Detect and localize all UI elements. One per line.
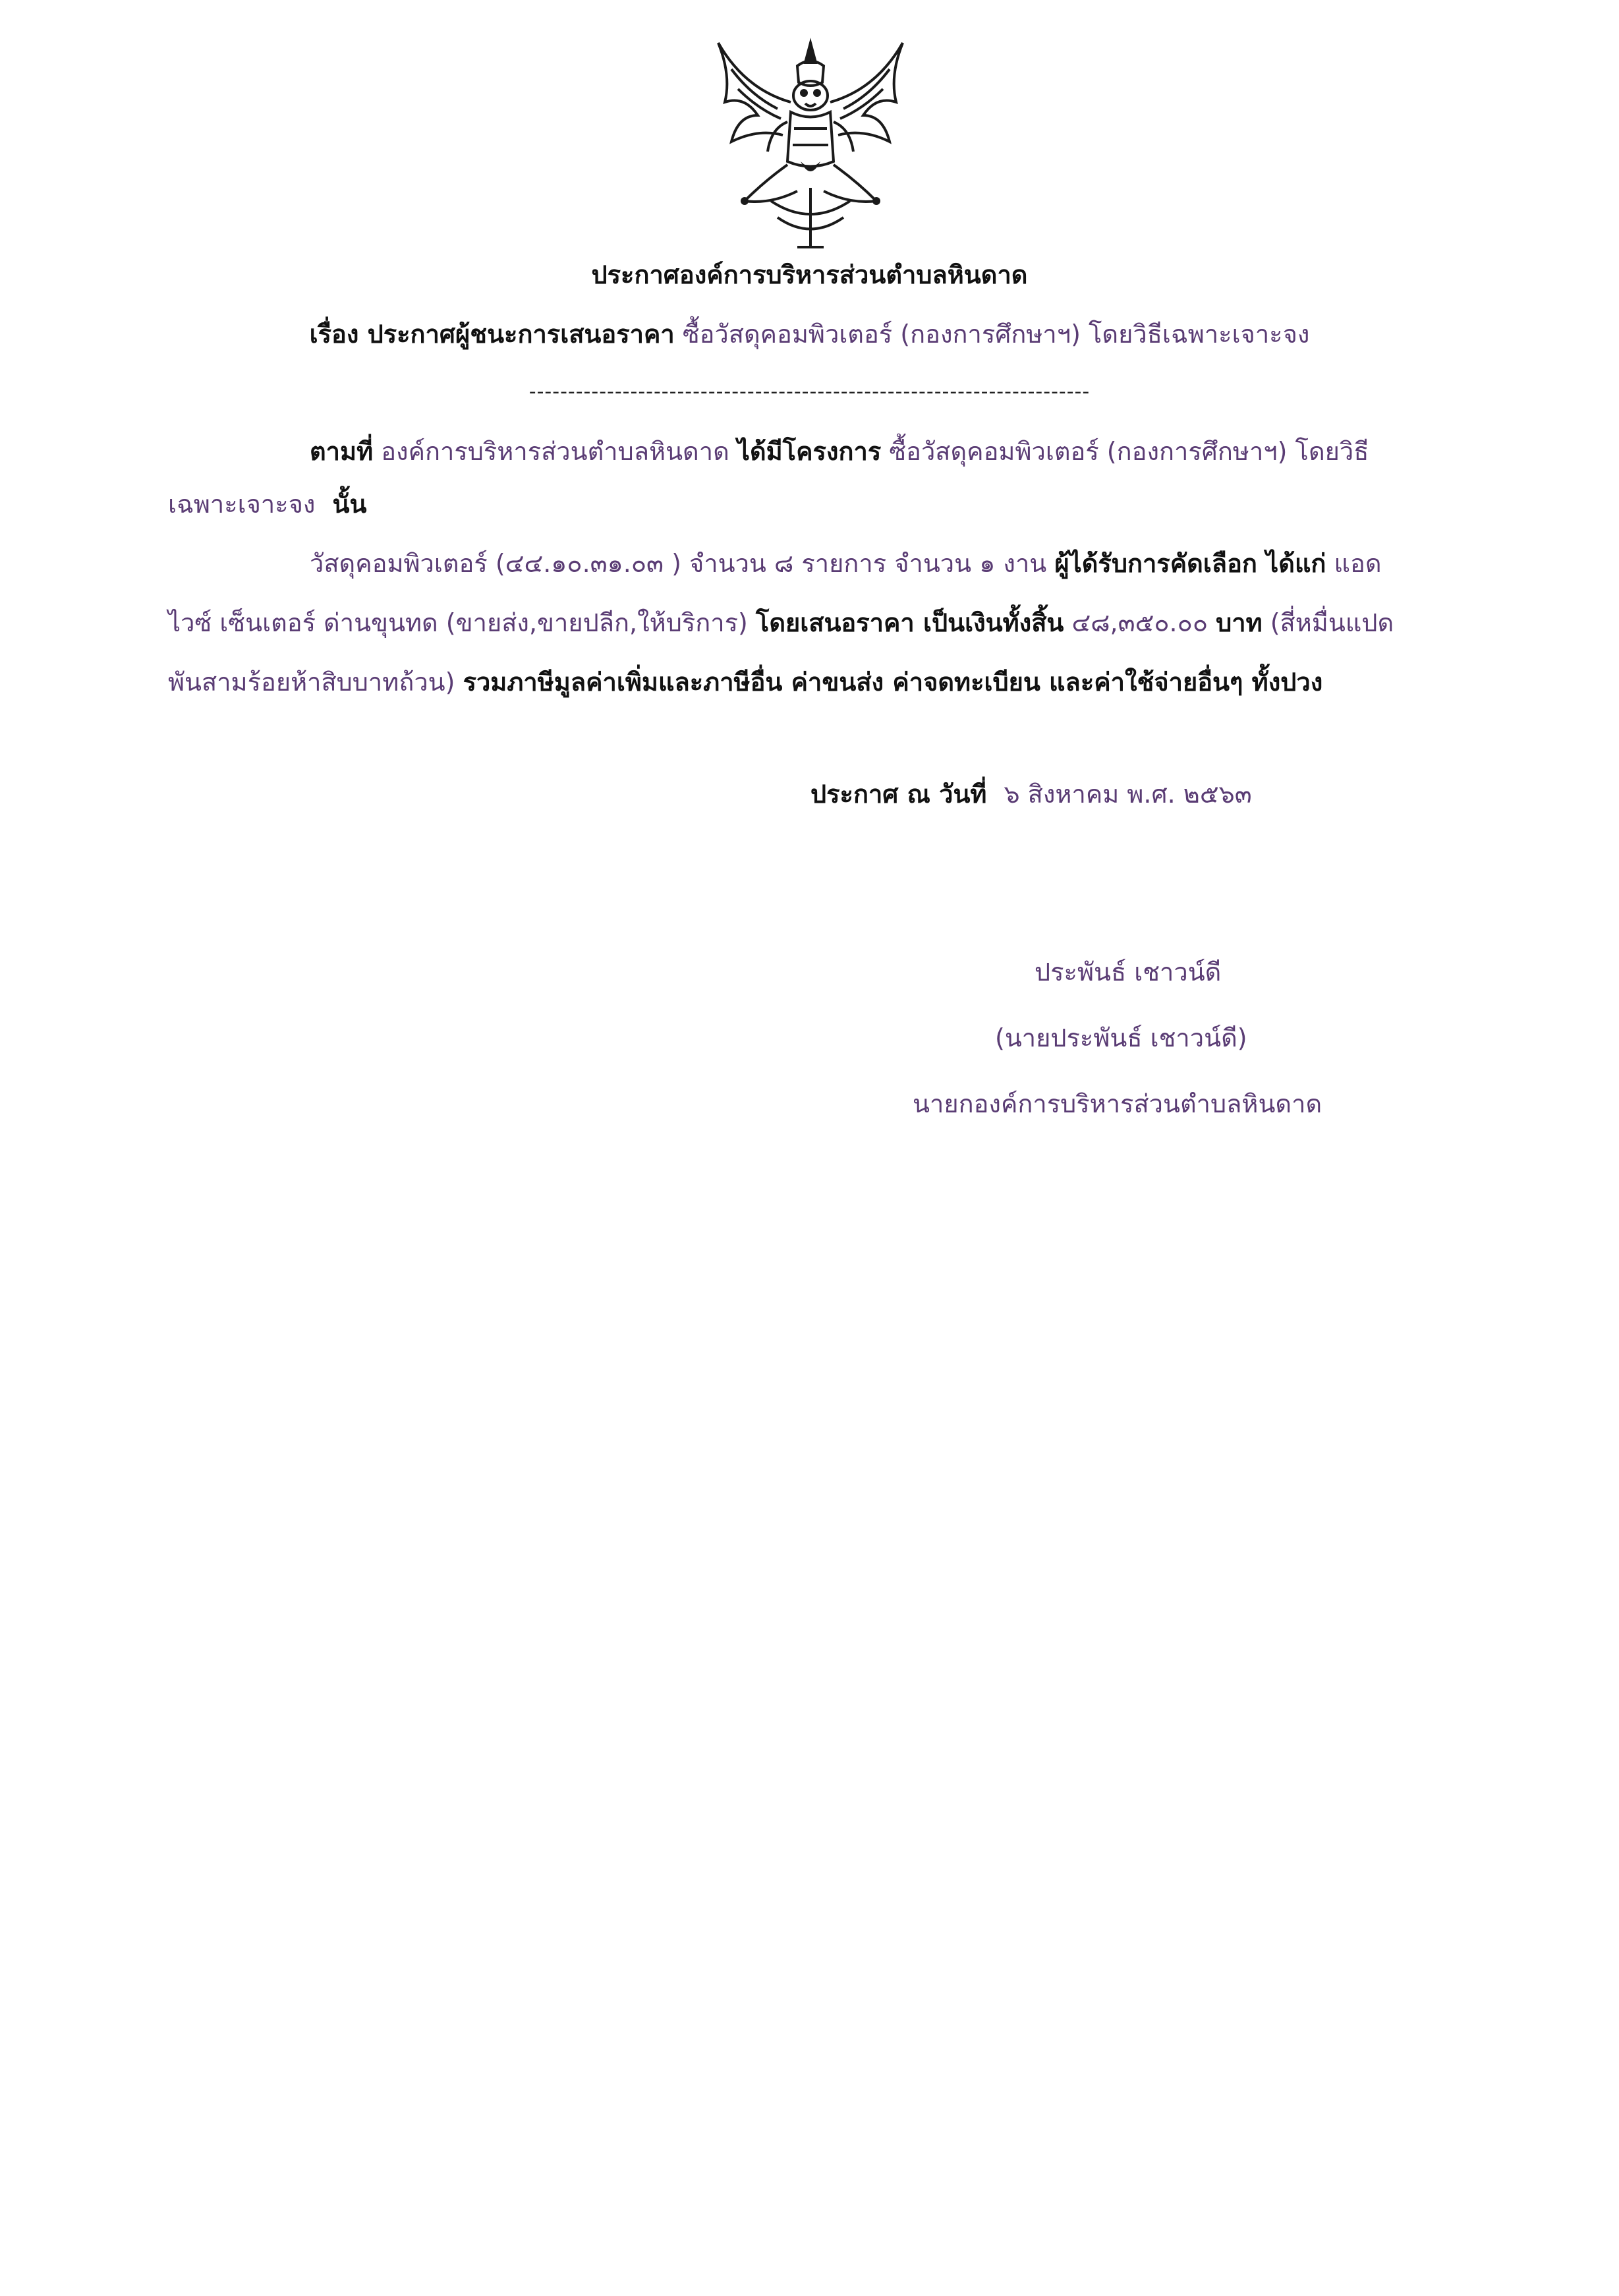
announcement-subject: [0, 318, 1619, 351]
signatory-position: นายกองค์การบริหารส่วนตำบลหินดาด: [913, 1089, 1322, 1118]
announcement-title: ประกาศองค์การบริหารส่วนตำบลหินดาด: [591, 260, 1028, 289]
p2-vendor-part2: ไวซ์ เซ็นเตอร์ ด่านขุนทด (ขายส่ง,ขายปลีก,ให้บริการ): [168, 608, 748, 637]
garuda-emblem-icon: [705, 30, 916, 257]
paragraph-1-line-2: [168, 488, 366, 521]
p1-project-cont: เฉพาะเจาะจง: [168, 490, 316, 519]
p1-lead: ตามที่: [310, 437, 374, 466]
p2-currency: บาท: [1216, 608, 1263, 637]
p2-selected-label: ผู้ได้รับการคัดเลือก ได้แก่: [1054, 549, 1326, 578]
p1-end: นั้น: [332, 490, 367, 519]
subject-label: เรื่อง ประกาศผู้ชนะการเสนอราคา: [309, 320, 675, 349]
announce-date: ๖ สิงหาคม พ.ศ. ๒๕๖๓: [1004, 780, 1252, 809]
p2-tail: รวมภาษีมูลค่าเพิ่มและภาษีอื่น ค่าขนส่ง ค่าจดทะเบียน และค่าใช้จ่ายอื่นๆ ทั้งปวง: [463, 668, 1323, 697]
header-separator: ------------------------------------------------------------------------: [528, 380, 1091, 403]
p2-item: วัสดุคอมพิวเตอร์ (๔๔.๑๐.๓๑.๐๓ ) จำนวน ๘ รายการ จำนวน ๑ งาน: [310, 549, 1047, 578]
p1-org: องค์การบริหารส่วนตำบลหินดาด: [381, 437, 729, 466]
subject-detail: ซื้อวัสดุคอมพิวเตอร์ (กองการศึกษาฯ) โดยวิธีเฉพาะเจาะจง: [682, 320, 1310, 349]
p2-vendor-part1: แอด: [1334, 549, 1382, 578]
announce-label: ประกาศ ณ วันที่: [810, 780, 987, 809]
signature: ประพันธ์ เชาวน์ดี: [1035, 958, 1222, 987]
paragraph-2-line-1: [310, 547, 1382, 580]
announce-date-line: [810, 778, 1252, 811]
p2-price: ๔๘,๓๕๐.๐๐: [1071, 608, 1208, 637]
p2-price-words-part2: พันสามร้อยห้าสิบบาทถ้วน): [168, 668, 455, 697]
paragraph-2-line-3: [168, 666, 1322, 699]
p1-mid: ได้มีโครงการ: [737, 437, 882, 466]
signatory-name: (นายประพันธ์ เชาวน์ดี): [995, 1023, 1247, 1052]
p2-price-label: โดยเสนอราคา เป็นเงินทั้งสิ้น: [755, 608, 1064, 637]
p2-price-words-part1: (สี่หมื่นแปด: [1270, 608, 1394, 637]
paragraph-2-line-2: [168, 606, 1394, 639]
p1-project: ซื้อวัสดุคอมพิวเตอร์ (กองการศึกษาฯ) โดยวิธี: [889, 437, 1369, 466]
paragraph-1-line-1: [310, 435, 1369, 468]
